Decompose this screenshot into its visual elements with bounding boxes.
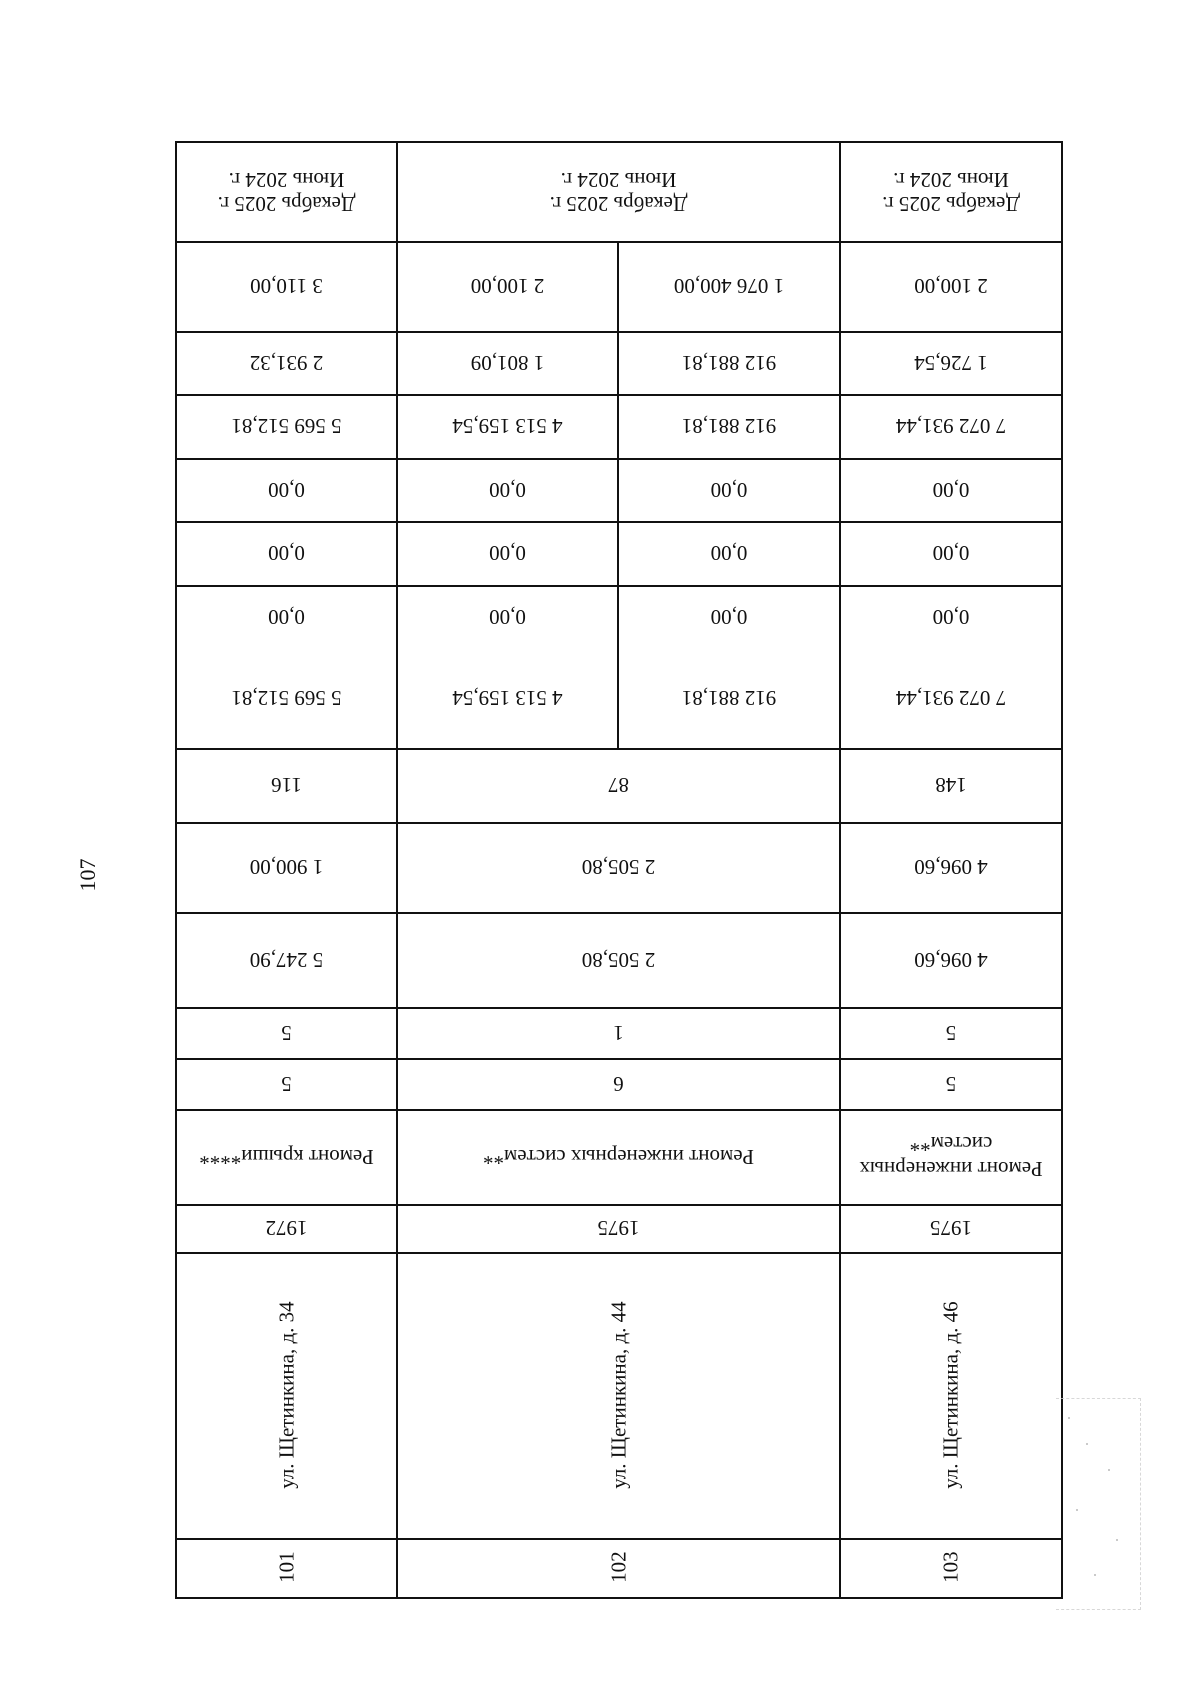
row-number-cell: 103: [938, 1551, 963, 1584]
entrances-cell: 1: [613, 1020, 624, 1045]
work-type-cell: Ремонт инженерных систем**: [859, 1132, 1043, 1181]
cost-limit-cell: 2 100,00: [914, 274, 988, 299]
zero-cell: 0,00: [932, 604, 970, 629]
row-number-cell: 102: [606, 1551, 631, 1584]
unit-cost-cell: 1 726,54: [914, 350, 988, 375]
total-cost-cell: 7 072 931,44: [895, 414, 1007, 439]
floors-cell: 6: [613, 1071, 624, 1096]
area-cell: 1 900,00: [249, 855, 324, 880]
year-cell: 1975: [930, 1216, 972, 1241]
zero-cell: 0,00: [932, 541, 970, 566]
zero-cell: 0,00: [932, 477, 970, 502]
fund-cell: 5 569 512,81: [231, 686, 342, 711]
faint-stamp-mark: [1056, 1398, 1141, 1610]
work-type-cell: Ремонт инженерных систем**: [482, 1144, 755, 1169]
total-cost-cell: 912 881,81: [681, 414, 777, 439]
zero-cell: 0,00: [710, 604, 748, 629]
zero-cell: 0,00: [489, 604, 526, 629]
year-cell: 1975: [597, 1216, 640, 1241]
work-type-cell: Ремонт крыши****: [199, 1144, 374, 1169]
address-cell: ул. Щетинкина, д. 44: [606, 1301, 631, 1489]
entrances-cell: 5: [281, 1020, 292, 1045]
total-area-cell: 4 096,60: [914, 947, 988, 972]
cost-limit-cell: 1 076 400,00: [673, 274, 785, 299]
fund-cell: 4 513 159,54: [452, 686, 563, 711]
unit-cost-cell: 912 881,81: [681, 350, 777, 375]
zero-cell: 0,00: [710, 541, 748, 566]
floors-cell: 5: [281, 1071, 292, 1096]
page-number: 107: [75, 858, 100, 892]
area-cell: 2 505,80: [581, 855, 656, 880]
period-cell: Декабрь 2025 г. Июнь 2024 г.: [217, 168, 356, 217]
unit-cost-cell: 2 931,32: [249, 350, 324, 375]
cost-limit-cell: 2 100,00: [470, 274, 545, 299]
zero-cell: 0,00: [268, 604, 305, 629]
address-cell: ул. Щетинкина, д. 46: [938, 1301, 963, 1489]
residents-cell: 87: [608, 773, 629, 798]
entrances-cell: 5: [945, 1020, 957, 1045]
period-cell: Декабрь 2025 г. Июнь 2024 г.: [882, 168, 1020, 217]
total-cost-cell: 5 569 512,81: [231, 414, 342, 439]
total-area-cell: 5 247,90: [249, 947, 324, 972]
floors-cell: 5: [945, 1071, 957, 1096]
row-number-cell: 101: [274, 1551, 299, 1584]
fund-cell: 912 881,81: [681, 686, 777, 711]
zero-cell: 0,00: [268, 541, 305, 566]
period-cell: Декабрь 2025 г. Июнь 2024 г.: [549, 168, 688, 217]
zero-cell: 0,00: [710, 477, 748, 502]
address-cell: ул. Щетинкина, д. 34: [274, 1301, 299, 1489]
residents-cell: 148: [935, 773, 967, 798]
year-cell: 1972: [265, 1216, 308, 1241]
total-area-cell: 2 505,80: [581, 947, 656, 972]
unit-cost-cell: 1 801,09: [470, 350, 545, 375]
zero-cell: 0,00: [268, 477, 305, 502]
zero-cell: 0,00: [489, 541, 526, 566]
zero-cell: 0,00: [489, 477, 526, 502]
repair-table: [175, 141, 1063, 1599]
total-cost-cell: 4 513 159,54: [452, 414, 563, 439]
fund-cell: 7 072 931,44: [895, 686, 1007, 711]
area-cell: 4 096,60: [914, 855, 988, 880]
cost-limit-cell: 3 110,00: [250, 274, 323, 299]
residents-cell: 116: [271, 773, 302, 798]
